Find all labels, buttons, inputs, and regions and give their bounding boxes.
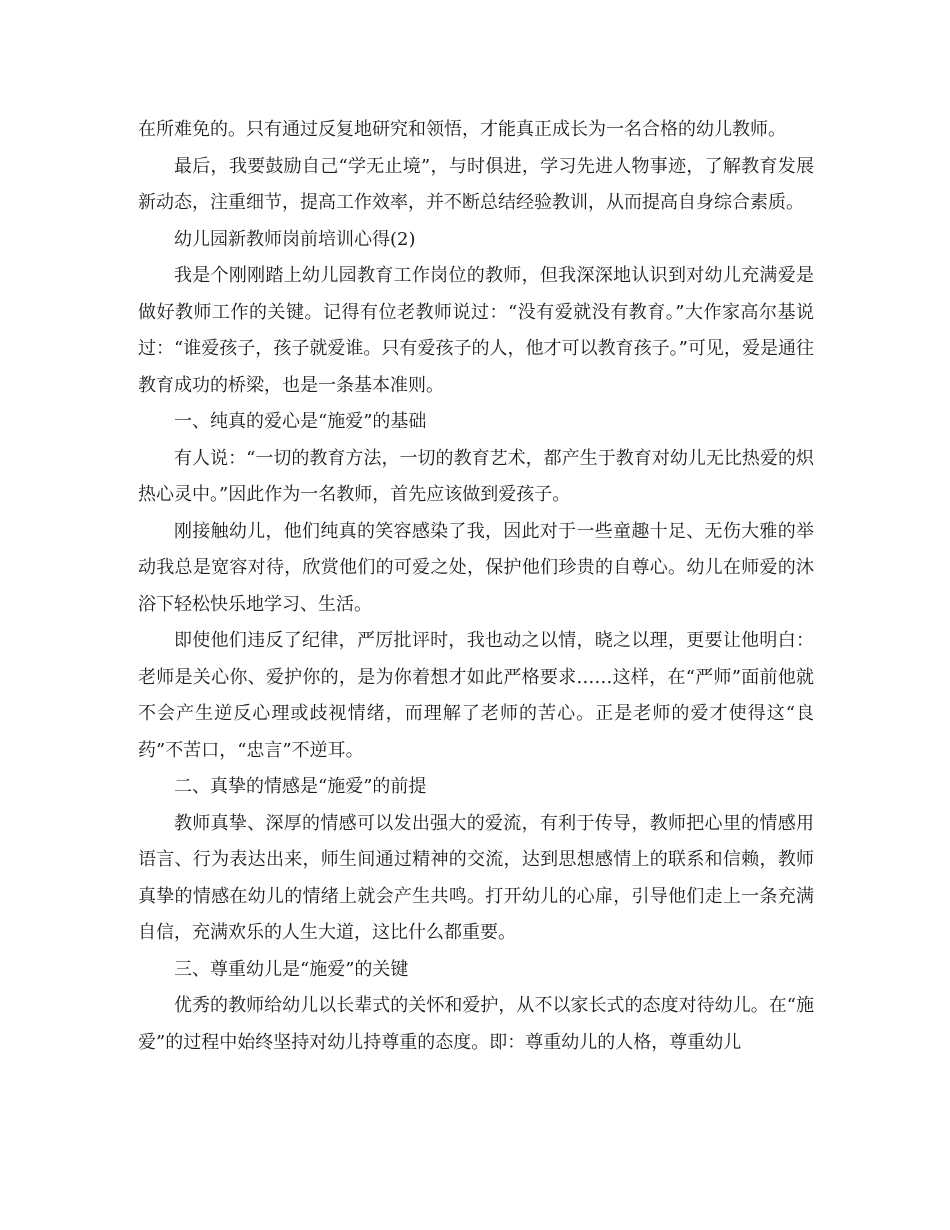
paragraph-conclusion: 最后，我要鼓励自己“学无止境”，与时俱进，学习先进人物事迹，了解教育发展新动态，注重细节，提高工作效率，并不断总结经验教训，从而提高自身综合素质。 [138, 155, 814, 213]
subheading-one: 一、纯真的爱心是“施爱”的基础 [174, 411, 427, 432]
subheading-two: 二、真挚的情感是“施爱”的前提 [174, 776, 427, 797]
paragraph-quote: 有人说：“一切的教育方法，一切的教育艺术，都产生于教育对幼儿无比热爱的炽热心灵中。”因此作为一名教师，首先应该做到爱孩子。 [138, 447, 814, 505]
paragraph-respect: 优秀的教师给幼儿以长辈式的关怀和爱护，从不以家长式的态度对待幼儿。在“施爱”的过程中始终坚持对幼儿持尊重的态度。即：尊重幼儿的人格，尊重幼儿 [138, 995, 814, 1053]
paragraph-intro: 我是个刚刚踏上幼儿园教育工作岗位的教师，但我深深地认识到对幼儿充满爱是做好教师工作的关键。记得有位老教师说过：“没有爱就没有教育。”大作家高尔基说过：“谁爱孩子，孩子就爱谁。只有爱孩子的人，他才可以教育孩子。”可见，爱是通往教育成功的桥梁，也是一条基本准则。 [138, 265, 814, 396]
subheading-three: 三、尊重幼儿是“施爱”的关键 [174, 958, 409, 980]
document-body [138, 112, 814, 1061]
paragraph-emotion: 教师真挚、深厚的情感可以发出强大的爱流，有利于传导，教师把心里的情感用语言、行为表达出来，师生间通过精神的交流，达到思想感情上的联系和信赖，教师真挚的情感在幼儿的情绪上就会产生共鸣。打开幼儿的心扉，引导他们走上一条充满自信，充满欢乐的人生大道，这比什么都重要。 [138, 812, 814, 943]
paragraph-discipline: 即使他们违反了纪律，严厉批评时，我也动之以情，晓之以理，更要让他明白：老师是关心你、爱护你的，是为你着想才如此严格要求……这样，在“严师”面前他就不会产生逆反心理或歧视情绪，而理解了老师的苦心。正是老师的爱才使得这“良药”不苦口，“忠言”不逆耳。 [138, 630, 814, 761]
paragraph-continuation: 在所难免的。只有通过反复地研究和领悟，才能真正成长为一名合格的幼儿教师。 [138, 119, 786, 140]
section-title: 幼儿园新教师岗前培训心得(2) [174, 228, 416, 250]
paragraph-first-contact: 刚接触幼儿，他们纯真的笑容感染了我，因此对于一些童趣十足、无伤大雅的举动我总是宽容对待，欣赏他们的可爱之处，保护他们珍贵的自尊心。幼儿在师爱的沐浴下轻松快乐地学习、生活。 [138, 520, 814, 615]
